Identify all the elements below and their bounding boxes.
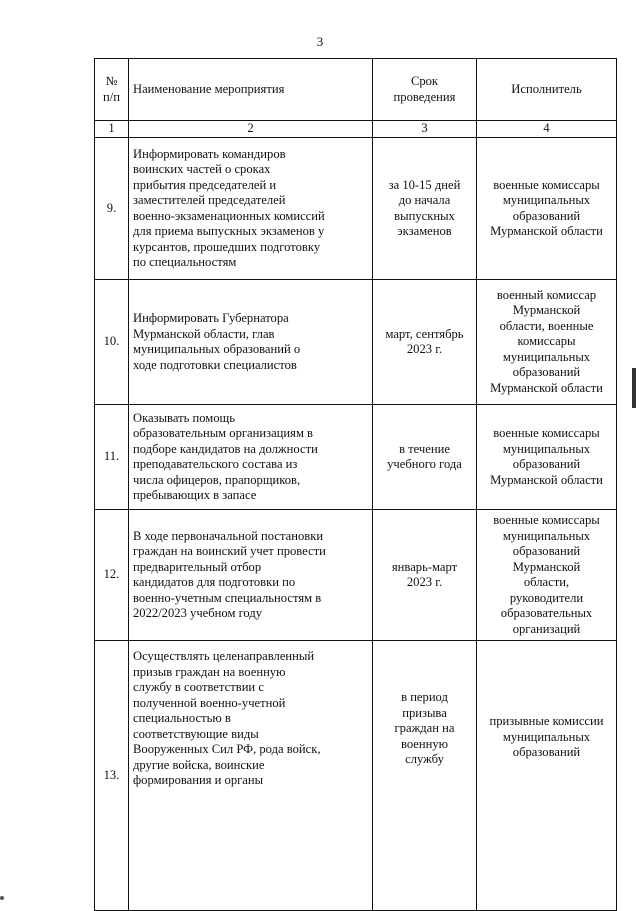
row-number: 11.: [95, 405, 129, 510]
event-term: в период призыва граждан на военную службу: [373, 641, 477, 911]
event-term: за 10-15 дней до начала выпускных экзаменов: [373, 138, 477, 280]
event-name: В ходе первоначальной постановки граждан на воинский учет провести предварительный отбор кандидатов для подготовки по военно-учетным специальностям в 2022/2023 учебном году: [129, 510, 373, 641]
header-event-name: Наименование мероприятия: [129, 59, 373, 121]
header-executor: Исполнитель: [477, 59, 617, 121]
event-term: январь-март 2023 г.: [373, 510, 477, 641]
event-term: март, сентябрь 2023 г.: [373, 280, 477, 405]
column-numbers-row: [95, 121, 617, 138]
event-executor: военные комиссары муниципальных образований Мурманской области, руководители образовательных организаций: [477, 510, 617, 641]
corner-scan-mark: [0, 896, 4, 900]
column-number: 1: [95, 121, 129, 138]
event-term: в течение учебного года: [373, 405, 477, 510]
event-name: Оказывать помощь образовательным организациям в подборе кандидатов на должности преподавательского состава из числа офицеров, прапорщиков, пребывающих в запасе: [129, 405, 373, 510]
column-number: 3: [373, 121, 477, 138]
column-number: 2: [129, 121, 373, 138]
row-number: 10.: [95, 280, 129, 405]
event-name: Информировать Губернатора Мурманской области, глав муниципальных образований о ходе подготовки специалистов: [129, 280, 373, 405]
row-number: 13.: [95, 641, 129, 911]
event-name: Осуществлять целенаправленный призыв граждан на военную службу в соответствии с полученной военно-учетной специальностью в соответствующие виды Вооруженных Сил РФ, рода войск, другие войска, воинские формирования и органы: [129, 641, 373, 911]
table-row: [95, 641, 617, 911]
table-row: [95, 280, 617, 405]
table-row: [95, 405, 617, 510]
column-number: 4: [477, 121, 617, 138]
header-number: № п/п: [95, 59, 129, 121]
row-number: 12.: [95, 510, 129, 641]
event-executor: военные комиссары муниципальных образований Мурманской области: [477, 138, 617, 280]
event-name: Информировать командиров воинских частей о сроках прибытия председателей и заместителей председателей военно-экзаменационных комиссий для приема выпускных экзаменов у курсантов, прошедших подготовку по специальностям: [129, 138, 373, 280]
row-number: 9.: [95, 138, 129, 280]
events-table: [94, 58, 617, 911]
table-row: [95, 510, 617, 641]
page-number: 3: [316, 34, 324, 49]
table-header-row: [95, 59, 617, 121]
event-executor: военные комиссары муниципальных образований Мурманской области: [477, 405, 617, 510]
header-term: Срок проведения: [373, 59, 477, 121]
event-executor: призывные комиссии муниципальных образований: [477, 641, 617, 911]
event-executor: военный комиссар Мурманской области, военные комиссары муниципальных образований Мурманской области: [477, 280, 617, 405]
table-row: [95, 138, 617, 280]
margin-scan-mark: [632, 368, 636, 408]
